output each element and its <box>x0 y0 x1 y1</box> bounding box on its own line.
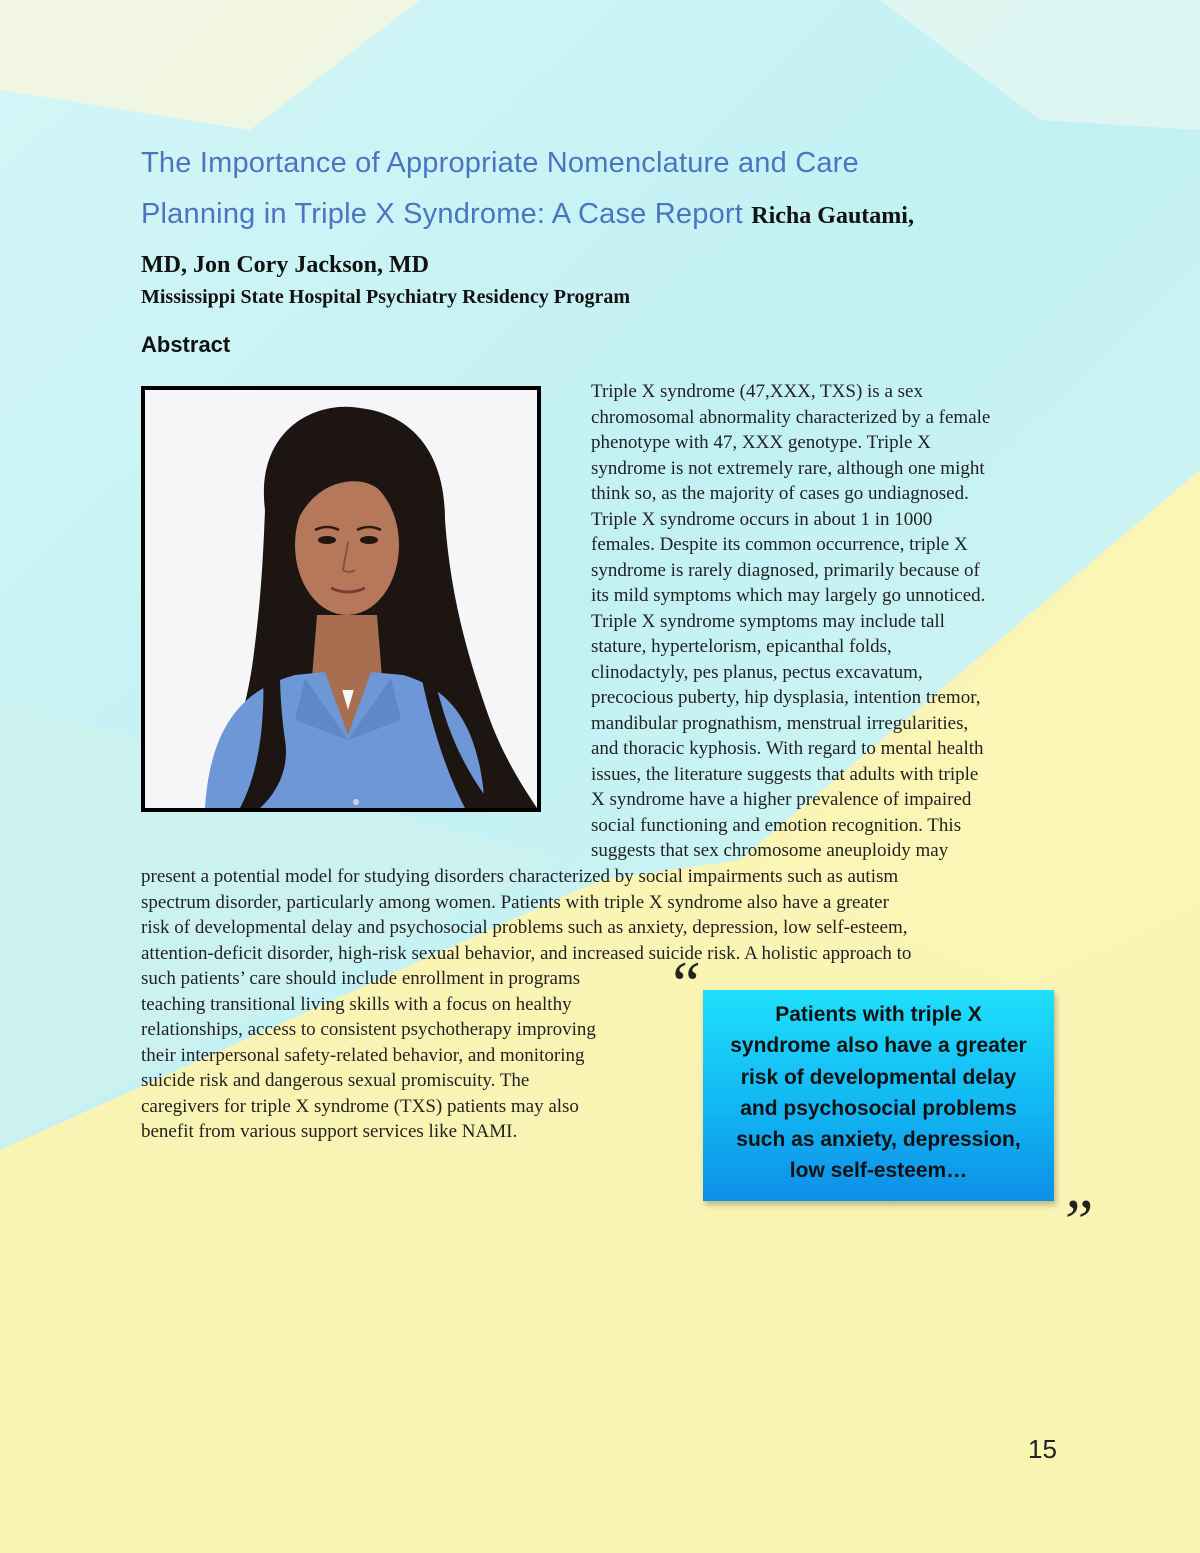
abstract-line: such patients’ care should include enrollment in programs <box>141 968 581 989</box>
page-number: 15 <box>1028 1434 1057 1464</box>
abstract-line: think so, as the majority of cases go undiagnosed. <box>591 483 969 504</box>
abstract-line: relationships, access to consistent psychotherapy improving <box>141 1019 596 1040</box>
open-quote-mark: “ <box>666 948 702 1019</box>
abstract-line: teaching transitional living skills with a focus on healthy <box>141 993 572 1015</box>
abstract-line: mandibular prognathism, menstrual irregularities, <box>591 712 969 734</box>
article-header <box>141 140 1041 291</box>
abstract-line: attention-deficit disorder, high-risk sexual behavior, and increased suicide risk. A holistic approach to <box>141 942 912 964</box>
abstract-line: clinodactyly, pes planus, pectus excavatum, <box>591 661 923 683</box>
abstract-line: Triple X syndrome symptoms may include tall <box>591 610 945 632</box>
abstract-line: females. Despite its common occurrence, triple X <box>591 534 968 555</box>
abstract-right-column <box>591 379 1061 864</box>
pullquote-line: and psychosocial problems <box>740 1096 1017 1120</box>
abstract-line: syndrome is not extremely rare, although one might <box>591 457 985 479</box>
abstract-line: present a potential model for studying disorders characterized by social impairments such as autism <box>141 866 899 887</box>
title-line-2: Planning in Triple X Syndrome: A Case Report <box>141 198 744 230</box>
pullquote-line: such as anxiety, depression, <box>736 1128 1021 1152</box>
abstract-line: precocious puberty, hip dysplasia, intention tremor, <box>591 687 981 708</box>
abstract-line: their interpersonal safety-related behavior, and monitoring <box>141 1044 585 1066</box>
pullquote-line: risk of developmental delay <box>740 1065 1017 1089</box>
abstract-full-width <box>141 864 1061 966</box>
abstract-line: issues, the literature suggests that adults with triple <box>591 763 979 785</box>
title-line-1: The Importance of Appropriate Nomenclature and Care <box>141 147 859 179</box>
abstract-line: Triple X syndrome occurs in about 1 in 1000 <box>591 508 933 530</box>
abstract-line: social functioning and emotion recognition. This <box>591 814 962 836</box>
close-quote-mark: ” <box>1058 1186 1094 1257</box>
authors-part-2: MD, Jon Cory Jackson, MD <box>141 252 429 278</box>
pullquote-line: low self-esteem… <box>789 1159 968 1183</box>
abstract-line: X syndrome have a higher prevalence of impaired <box>591 789 972 810</box>
abstract-line: stature, hypertelorism, epicanthal folds, <box>591 636 892 657</box>
pullquote-line: Patients with triple X <box>775 1003 982 1026</box>
pullquote-box <box>703 990 1054 1201</box>
abstract-line: and thoracic kyphosis. With regard to mental health <box>591 738 984 759</box>
abstract-line: its mild symptoms which may largely go unnoticed. <box>591 585 986 606</box>
abstract-line: syndrome is rarely diagnosed, primarily because of <box>591 559 980 581</box>
abstract-line: benefit from various support services like NAMI. <box>141 1121 518 1142</box>
abstract-line: spectrum disorder, particularly among women. Patients with triple X syndrome also have a greater <box>141 891 889 913</box>
abstract-left-column <box>141 966 676 1145</box>
abstract-line: phenotype with 47, XXX genotype. Triple X <box>591 432 931 453</box>
abstract-line: Triple X syndrome (47,XXX, TXS) is a sex <box>591 381 923 402</box>
abstract-line: caregivers for triple X syndrome (TXS) patients may also <box>141 1095 579 1117</box>
affiliation: Mississippi State Hospital Psychiatry Residency Program <box>141 286 631 308</box>
abstract-line: risk of developmental delay and psychosocial problems such as anxiety, depression, low self-esteem, <box>141 917 908 938</box>
author-photo <box>141 386 541 812</box>
pullquote-text <box>709 999 1048 1187</box>
abstract-heading: Abstract <box>141 332 231 357</box>
authors-part-1: Richa Gautami, <box>751 203 914 229</box>
portrait-illustration <box>145 390 537 808</box>
abstract-line: suggests that sex chromosome aneuploidy may <box>591 840 949 861</box>
abstract-line: chromosomal abnormality characterized by a female <box>591 406 991 428</box>
abstract-line: suicide risk and dangerous sexual promiscuity. The <box>141 1070 530 1091</box>
pullquote-line: syndrome also have a greater <box>730 1034 1027 1058</box>
